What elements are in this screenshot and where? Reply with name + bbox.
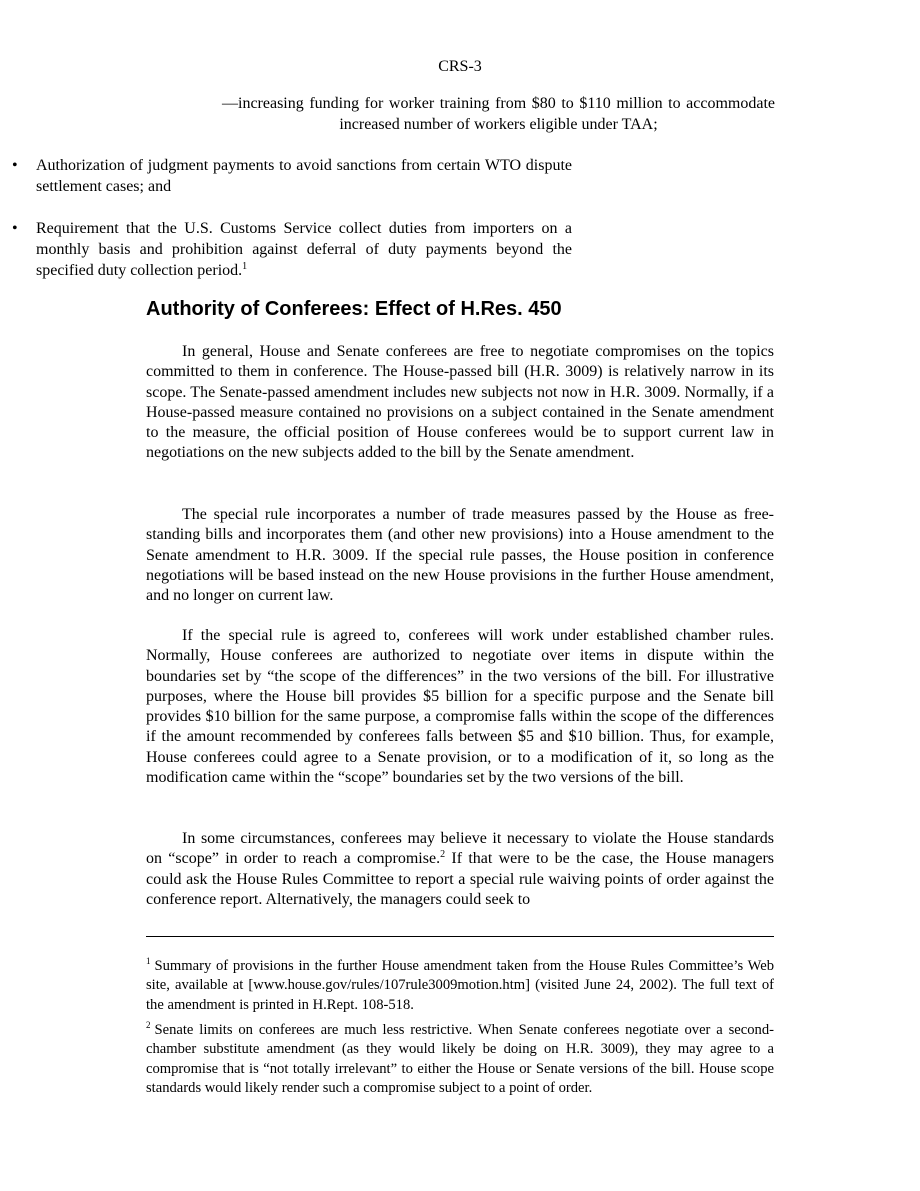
bullet-item	[12, 218, 572, 281]
bullet-icon: •	[12, 220, 18, 237]
body-paragraph: If the special rule is agreed to, conferees will work under established chamber rules. Normally, House conferees are authorized to negotiate over items in dispute within the boundaries set by “the scope of the differences” in the two versions of the bill. For illustrative purposes, where the House bill provides $5 billion for a specific purpose and the Senate bill provides $10 billion for the same purpose, a compromise falls within the scope of the differences if the amount recommended by conferees falls between $5 and $10 billion. Thus, for example, House conferees could agree to a Senate provision, or to a modification of it, so long as the modification came within the “scope” boundaries set by the two versions of the bill.	[146, 627, 774, 787]
body-paragraph: The special rule incorporates a number of trade measures passed by the House as free-standing bills and incorporates them (and other new provisions) into a House amendment to the Senate amendment to H.R. 3009. If the special rule passes, the House position in conference negotiations will be based instead on the new House provisions in the further House amendment, and no longer on current law.	[146, 506, 774, 605]
footnote-ref: 2	[440, 849, 446, 861]
section-heading: Authority of Conferees: Effect of H.Res. 450	[146, 298, 562, 320]
dash-list-item: —increasing funding for worker training from $80 to $110 million to accommodate increased number of workers eligible under TAA;	[222, 95, 775, 133]
footnote-ref: 1	[242, 261, 248, 272]
footnote-text: Summary of provisions in the further House amendment taken from the House Rules Committee’s Web site, available at [www.house.gov/rules/107rule3009motion.htm] (visited June 24, 2002). The full text of the amendment is printed in H.Rept. 108-518.	[146, 958, 774, 1013]
bullet-text: Requirement that the U.S. Customs Service collect duties from importers on a monthly basis and prohibition against deferral of duty payments beyond the specified duty collection period.	[36, 220, 572, 279]
body-paragraph: In general, House and Senate conferees are free to negotiate compromises on the topics committed to them in conference. The House-passed bill (H.R. 3009) is relatively narrow in its scope. The Senate-passed amendment includes new subjects not now in H.R. 3009. Normally, if a House-passed measure contained no provisions on a subject contained in the Senate amendment to the measure, the official position of House conferees would be to support current law in negotiations on the new subjects added to the bill by the Senate amendment.	[146, 343, 774, 462]
footnote-number: 2	[146, 1020, 151, 1030]
paragraph-text: If that were to be the case, the House managers could ask the House Rules Committee to report a special rule waiving points of order against the conference report. Alternatively, the managers could seek to	[146, 850, 775, 908]
footnote	[146, 1021, 774, 1098]
page-header	[0, 57, 920, 77]
footnote-divider	[146, 936, 774, 937]
body-paragraph	[146, 829, 774, 910]
page-number: CRS-3	[438, 58, 482, 75]
bullet-icon: •	[12, 157, 18, 174]
bullet-item	[12, 155, 572, 197]
footnote-text: Senate limits on conferees are much less restrictive. When Senate conferees negotiate over a second-chamber substitute amendment (as they would likely be doing on H.R. 3009), they may agree to a compromise that is “not totally irrelevant” to either the House or Senate versions of the bill. House scope standards would likely render such a compromise subject to a point of order.	[146, 1022, 774, 1096]
footnote-number: 1	[146, 956, 151, 966]
bullet-text: Authorization of judgment payments to avoid sanctions from certain WTO dispute settlement cases; and	[36, 157, 572, 195]
footnote	[146, 957, 774, 1015]
paragraph-text: In some circumstances, conferees may believe it necessary to violate the House standards on “scope” in order to reach a compromise.	[146, 830, 774, 868]
